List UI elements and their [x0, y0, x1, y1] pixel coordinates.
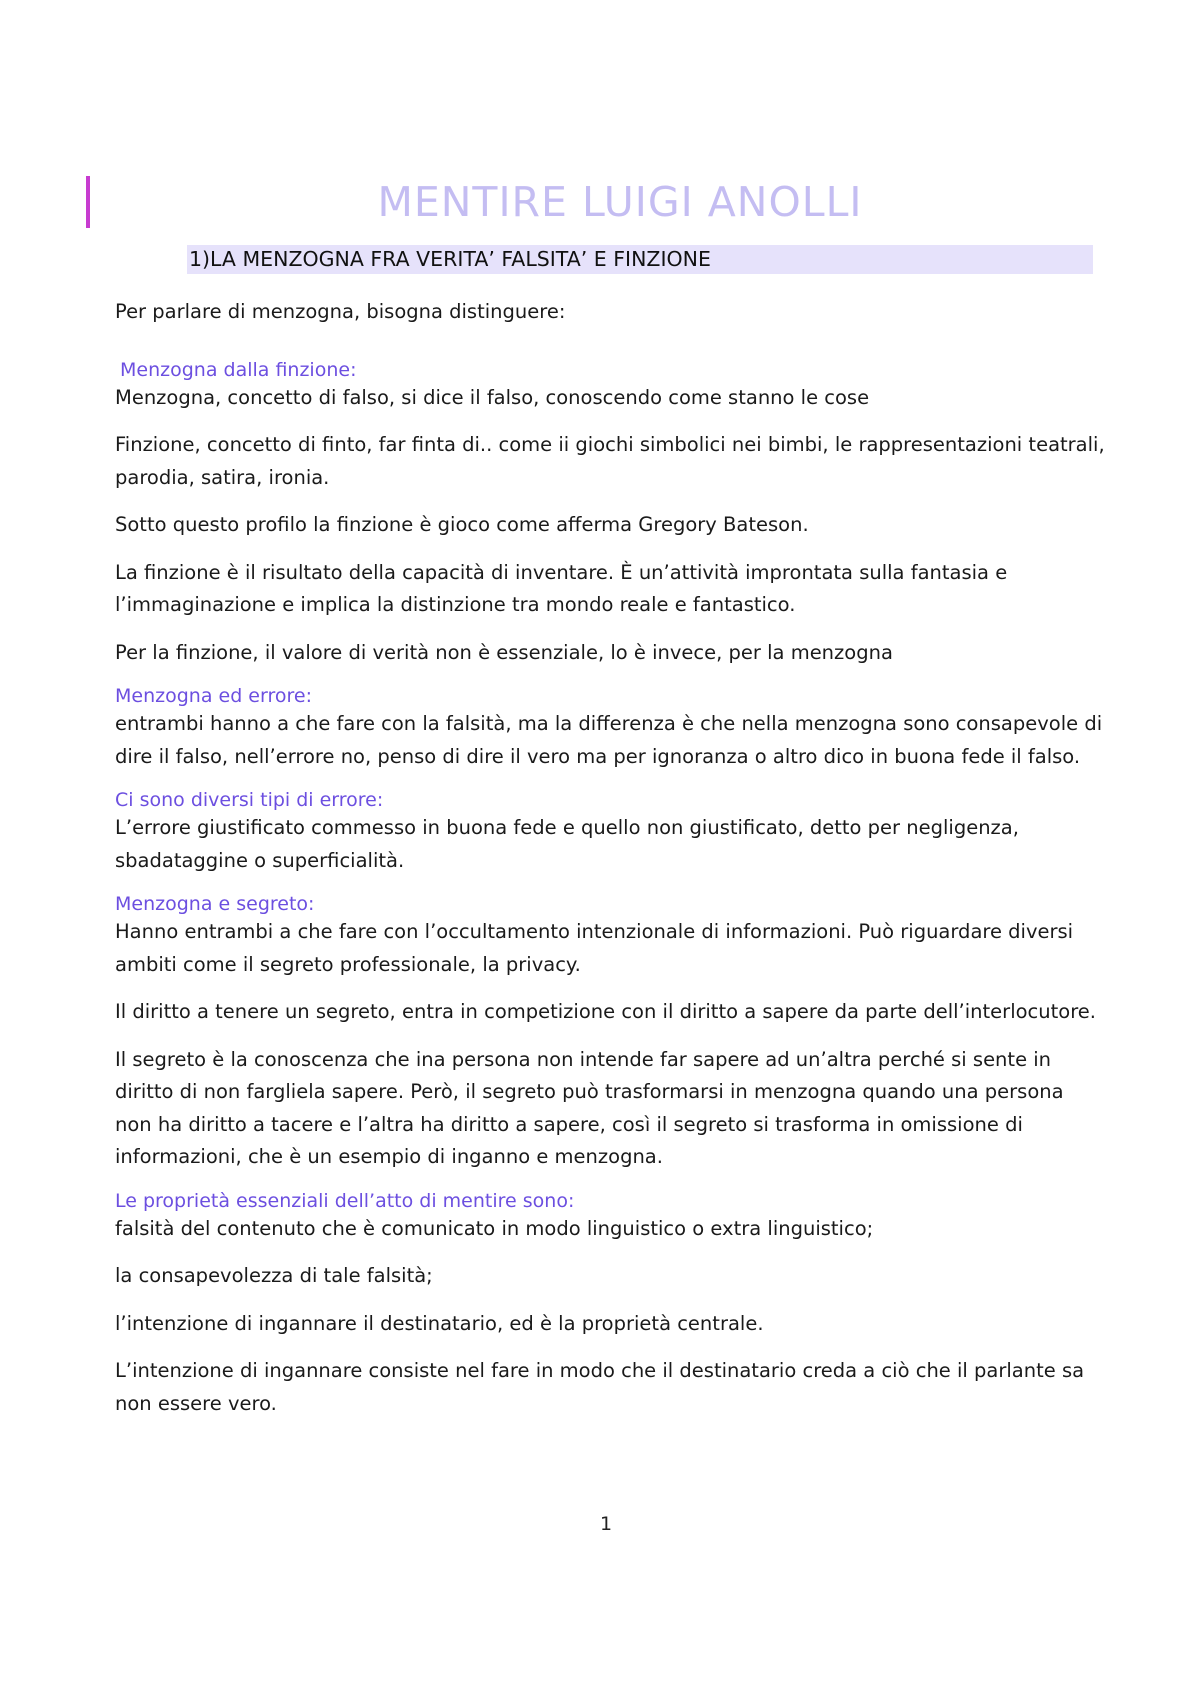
paragraph: la consapevolezza di tale falsità;: [115, 1264, 433, 1287]
paragraph: l’intenzione di ingannare il destinatario, ed è la proprietà centrale.: [115, 1311, 764, 1335]
paragraph: Menzogna, concetto di falso, si dice il falso, conoscendo come stanno le cose: [115, 385, 870, 409]
paragraph: entrambi hanno a che fare con la falsità, ma la differenza è che nella menzogna sono consapevole di dire il falso, nell’errore no, penso di dire il vero ma per ignoranza o altro dico in buona fede il falso.: [115, 712, 1103, 768]
paragraph: Il segreto è la conoscenza che ina persona non intende far sapere ad un’altra perché si sente in diritto di non fargliela sapere. Però, il segreto può trasformarsi in menzogna quando una persona non ha diritto a tacere e l’altra ha diritto a sapere, così il segreto si trasforma in omissione di informazioni, che è un esempio di inganno e menzogna.: [115, 1047, 1064, 1168]
paragraph: Il diritto a tenere un segreto, entra in competizione con il diritto a sapere da parte dell’interlocutore.: [115, 1000, 1096, 1023]
paragraph: L’errore giustificato commesso in buona fede e quello non giustificato, detto per negligenza, sbadataggine o superficialità.: [115, 816, 1019, 872]
paragraph: La finzione è il risultato della capacità di inventare. È un’attività improntata sulla fantasia e l’immaginazione e implica la distinzione tra mondo reale e fantastico.: [115, 560, 1008, 616]
subheading-proprieta: Le proprietà essenziali dell’atto di mentire sono:: [115, 1189, 575, 1212]
page-number: 1: [599, 1513, 613, 1535]
subheading-tipi-errore: Ci sono diversi tipi di errore:: [115, 789, 384, 811]
subheading-segreto: Menzogna e segreto:: [115, 893, 315, 915]
section-heading: 1)LA MENZOGNA FRA VERITA’ FALSITA’ E FINZIONE: [187, 245, 1093, 274]
subheading-finzione: Menzogna dalla finzione:: [120, 358, 357, 381]
paragraph: L’intenzione di ingannare consiste nel fare in modo che il destinatario creda a ciò che il parlante sa non essere vero.: [115, 1359, 1085, 1415]
subheading-errore: Menzogna ed errore:: [115, 685, 312, 707]
paragraph: Per la finzione, il valore di verità non è essenziale, lo è invece, per la menzogna: [115, 640, 893, 664]
document-title: MENTIRE LUIGI ANOLLI: [377, 178, 863, 226]
paragraph: Hanno entrambi a che fare con l’occultamento intenzionale di informazioni. Può riguardare diversi ambiti come il segreto professionale, la privacy.: [115, 920, 1074, 976]
intro-paragraph: Per parlare di menzogna, bisogna distinguere:: [115, 300, 566, 323]
paragraph: Sotto questo profilo la finzione è gioco come afferma Gregory Bateson.: [115, 513, 809, 536]
paragraph: Finzione, concetto di finto, far finta di.. come ii giochi simbolici nei bimbi, le rappresentazioni teatrali, parodia, satira, ironia.: [115, 433, 1105, 489]
document-body: [115, 296, 1105, 1420]
paragraph: falsità del contenuto che è comunicato in modo linguistico o extra linguistico;: [115, 1216, 874, 1240]
